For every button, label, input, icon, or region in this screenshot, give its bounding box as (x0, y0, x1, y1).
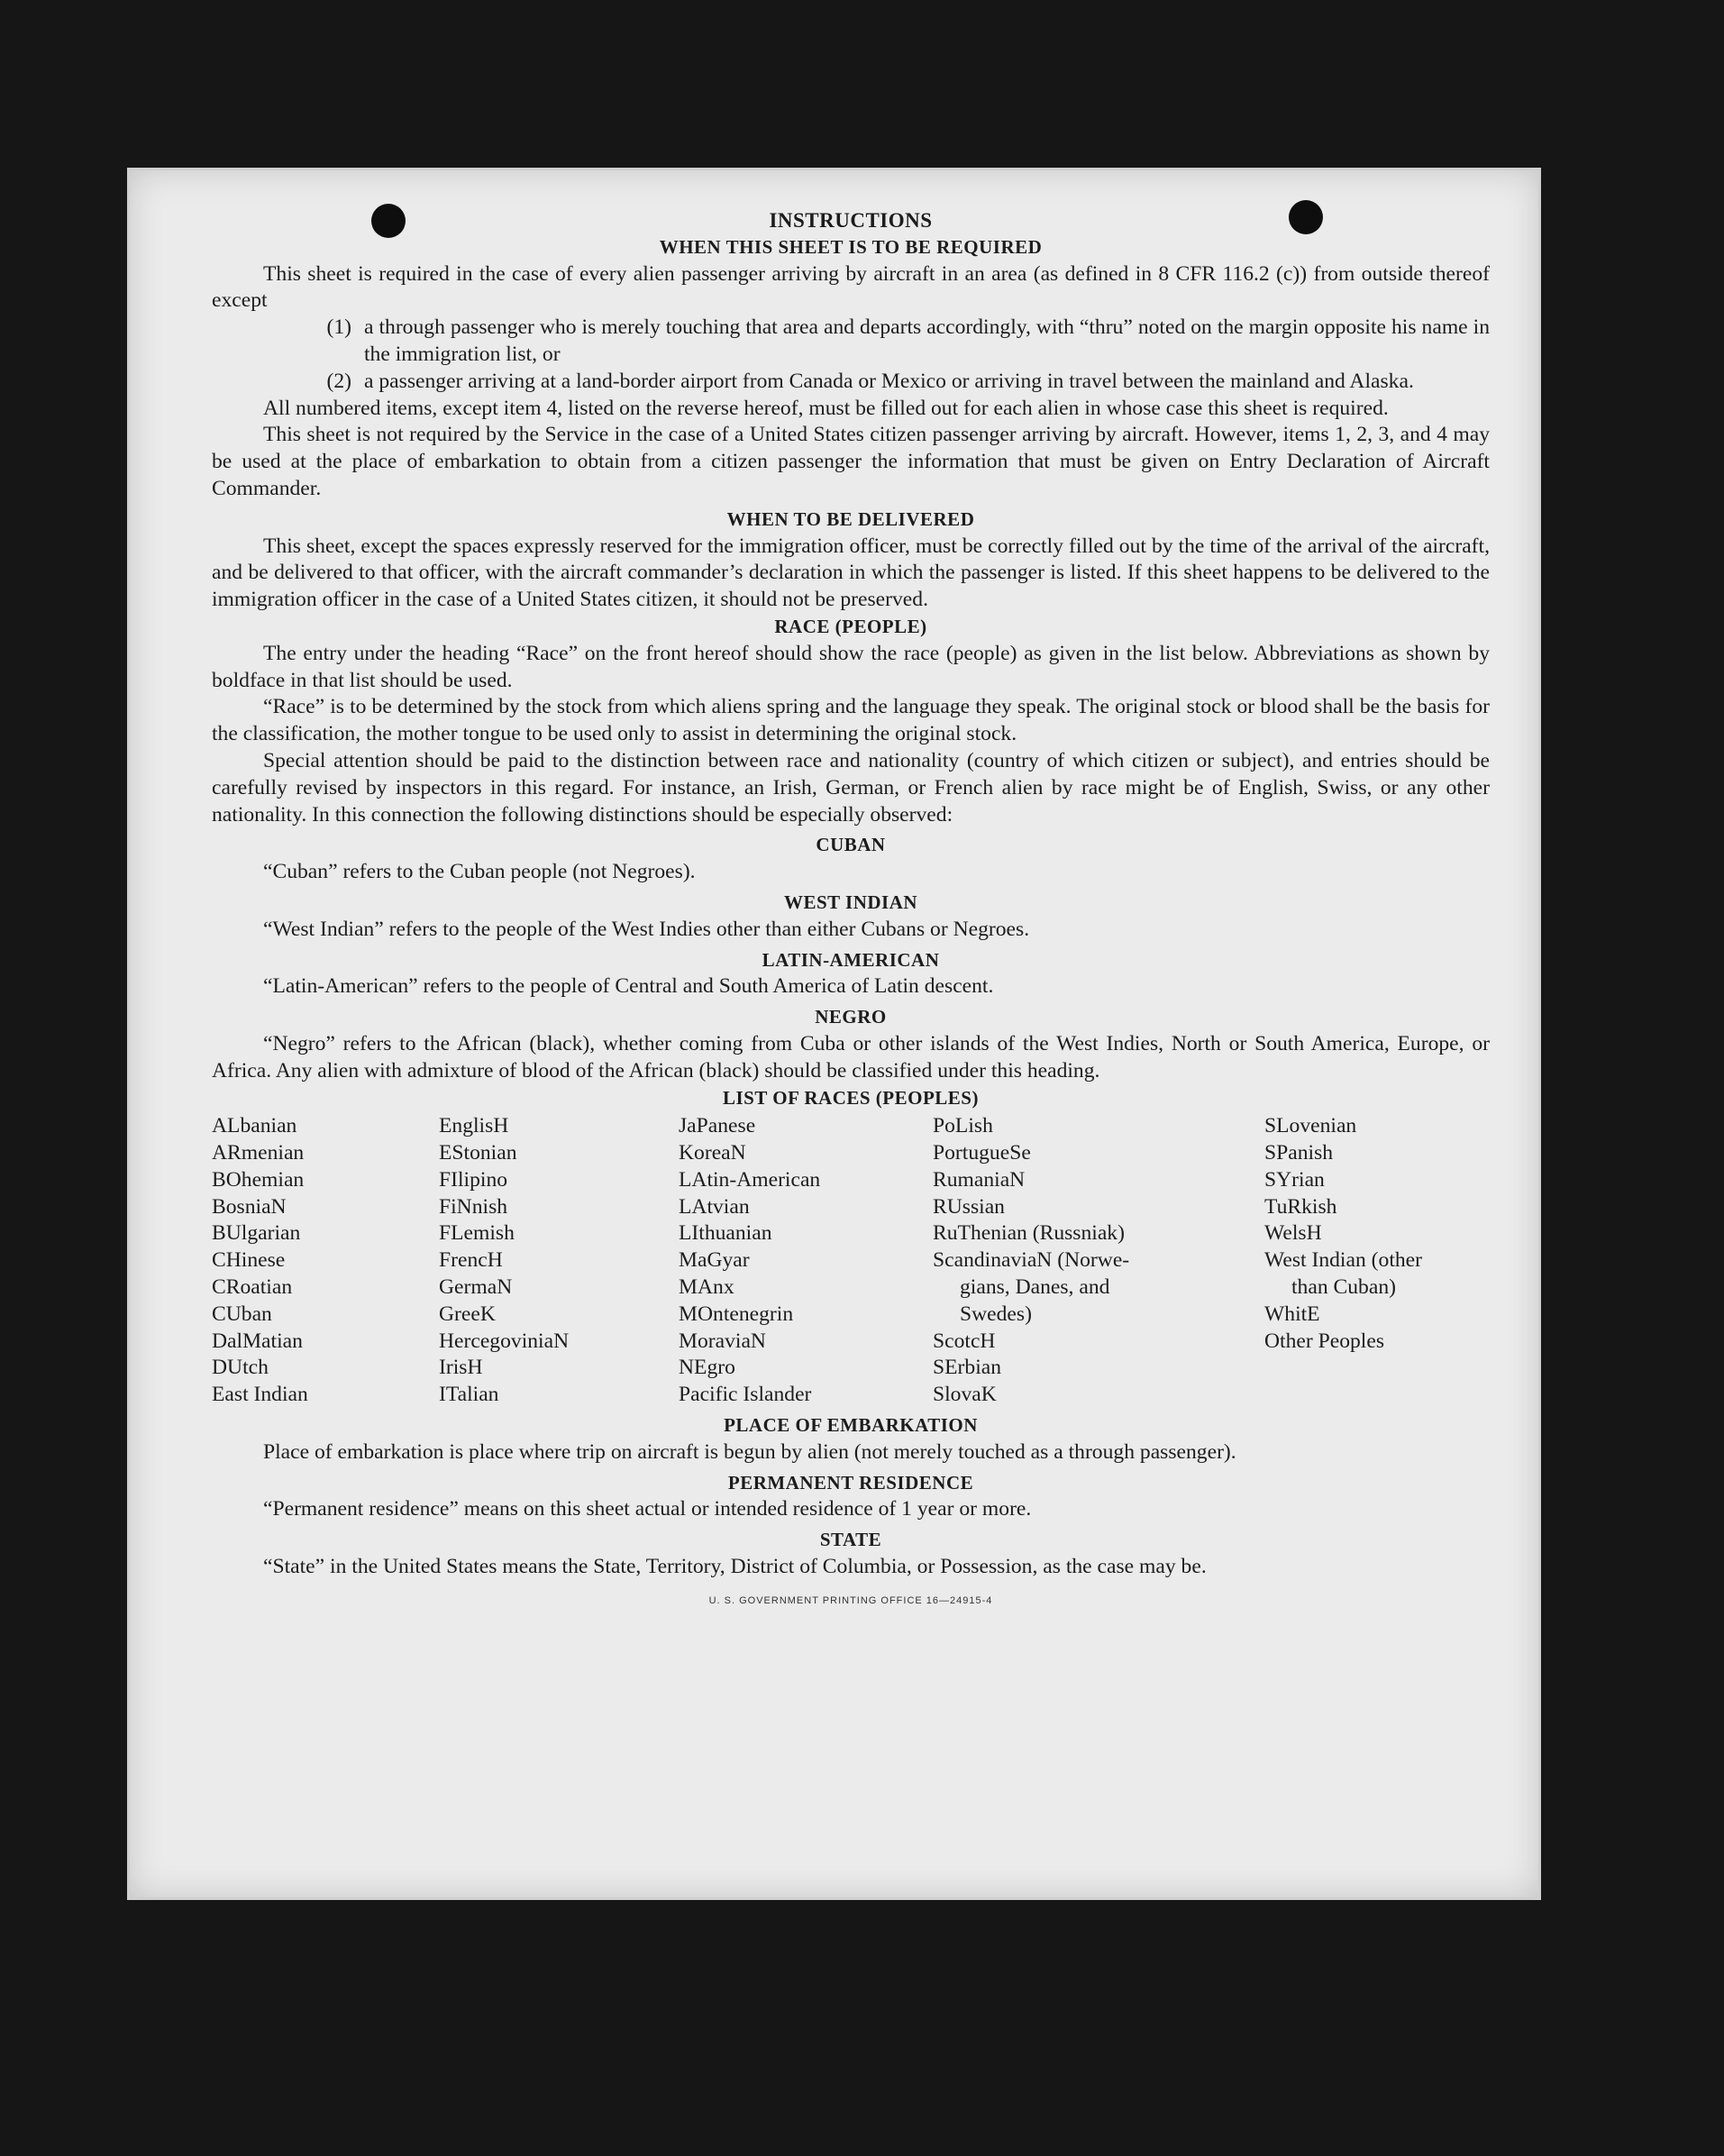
race-entry: NEgro (679, 1356, 735, 1380)
race-entry: MOntenegrin (679, 1302, 794, 1326)
race-entry: SYrian (1264, 1167, 1325, 1192)
race-entry: RUssian (933, 1194, 1005, 1219)
race-entry: Pacific Islander (679, 1383, 812, 1407)
race-entry: BUlgarian (212, 1221, 301, 1246)
race-entry: gians, Danes, and (960, 1275, 1110, 1300)
race-entry: CRoatian (212, 1275, 293, 1300)
race-entry: PoLish (933, 1114, 993, 1138)
race-entry: RuThenian (Russniak) (933, 1221, 1125, 1246)
races-column-4 (933, 1113, 1264, 1409)
list-item (212, 315, 1490, 369)
item-number: (1) (326, 315, 351, 340)
section-heading-latin-american: LATIN-AMERICAN (762, 948, 940, 971)
paragraph: “State” in the United States means the State, Territory, District of Columbia, or Possession, as the case may be. (263, 1555, 1207, 1579)
race-entry: Other Peoples (1264, 1329, 1385, 1353)
item-number: (2) (326, 369, 351, 393)
race-entry: RumaniaN (933, 1167, 1026, 1192)
race-entry: LAtvian (679, 1194, 750, 1219)
paragraph: This sheet is not required by the Service in the case of a United States citizen passenger arriving by aircraft. However, items 1, 2, 3, and 4 may be used at the place of embarkation to obtain from a citizen passenger the information that must be given on Entry Declaration of Aircraft Commander. (212, 423, 1490, 500)
race-entry: ALbanian (212, 1114, 297, 1138)
race-entry: HercegoviniaN (439, 1329, 570, 1353)
paragraph: “Negro” refers to the African (black), whether coming from Cuba or other islands of the West Indies, North or South America, Europe, or Africa. Any alien with admixture of blood of the African (black) should be classified under this heading. (212, 1031, 1490, 1083)
section-heading-when-delivered: WHEN TO BE DELIVERED (726, 507, 975, 530)
race-entry: SLovenian (1264, 1114, 1357, 1138)
race-entry: BosniaN (212, 1194, 287, 1219)
race-entry: PortugueSe (933, 1141, 1031, 1165)
races-column-5 (1264, 1113, 1490, 1409)
race-entry: GreeK (439, 1302, 496, 1326)
section-heading-cuban: CUBAN (816, 834, 886, 856)
race-entry: LAtin-American (679, 1167, 821, 1192)
race-entry: WelsH (1264, 1221, 1322, 1246)
race-entry: DUtch (212, 1356, 269, 1380)
paragraph: This sheet is required in the case of every alien passenger arriving by aircraft in an area (as defined in 8 CFR 116.2 (c)) from outside thereof except (212, 261, 1490, 313)
race-entry: DalMatian (212, 1329, 303, 1353)
document-sheet (127, 168, 1541, 1900)
race-entry: ITalian (439, 1383, 499, 1407)
paragraph: Place of embarkation is place where trip on aircraft is begun by alien (not merely touched as a through passenger). (263, 1439, 1236, 1464)
section-heading-residence: PERMANENT RESIDENCE (727, 1471, 974, 1494)
race-entry: MoraviaN (679, 1329, 766, 1353)
race-entry: IrisH (439, 1356, 483, 1380)
race-entry: MaGyar (679, 1248, 750, 1273)
race-entry: EnglisH (439, 1114, 509, 1138)
paragraph: “Permanent residence” means on this sheet actual or intended residence of 1 year or more. (263, 1497, 1032, 1521)
section-heading-embarkation: PLACE OF EMBARKATION (724, 1414, 978, 1437)
race-entry: BOhemian (212, 1167, 305, 1192)
page-title: INSTRUCTIONS (769, 209, 933, 232)
section-heading-race: RACE (PEOPLE) (774, 615, 927, 637)
race-entry: WhitE (1264, 1302, 1320, 1326)
races-column-3 (679, 1113, 933, 1409)
paragraph: “Race” is to be determined by the stock from which aliens spring and the language they speak. The original stock or blood shall be the basis for the classification, the mother tongue to be used only to assist in determining the original stock. (212, 695, 1490, 746)
race-entry: West Indian (other (1264, 1248, 1422, 1273)
race-entry: than Cuban) (1291, 1275, 1396, 1300)
race-entry: FiNnish (439, 1194, 508, 1219)
item-text: a through passenger who is merely touching that area and departs accordingly, with “thru” noted on the margin opposite his name in the immigration list, or (364, 315, 1490, 366)
paragraph: “Latin-American” refers to the people of Central and South America of Latin descent. (263, 974, 994, 999)
race-entry: KoreaN (679, 1141, 746, 1165)
race-entry: Swedes) (960, 1302, 1032, 1326)
race-entry: FrencH (439, 1248, 503, 1273)
paragraph: This sheet, except the spaces expressly reserved for the immigration officer, must be correctly filled out by the time of the arrival of the aircraft, and be delivered to that officer, with the aircraft commander’s declaration in which the passenger is listed. If this sheet happens to be delivered to the immigration officer in the case of a United States citizen, it should not be preserved. (212, 534, 1490, 612)
paragraph: “West Indian” refers to the people of the West Indies other than either Cubans or Negroes. (263, 917, 1030, 941)
paragraph: “Cuban” refers to the Cuban people (not Negroes). (263, 860, 696, 884)
race-entry: CUban (212, 1302, 272, 1326)
paragraph: All numbered items, except item 4, listed on the reverse hereof, must be filled out for each alien in whose case this sheet is required. (263, 396, 1389, 420)
races-column-1 (212, 1113, 439, 1409)
race-entry: ScotcH (933, 1329, 996, 1353)
race-entry: ScandinaviaN (Norwe- (933, 1248, 1130, 1273)
races-column-2 (439, 1113, 679, 1409)
paragraph: Special attention should be paid to the distinction between race and nationality (country of which citizen or subject), and entries should be carefully revised by inspectors in this regard. For instance, an Irish, German, or French alien by race might be of English, Swiss, or any other nationality. In this connection the following distinctions should be especially observed: (212, 748, 1490, 827)
race-entry: GermaN (439, 1275, 513, 1300)
race-entry: LIthuanian (679, 1221, 772, 1246)
race-entry: ARmenian (212, 1141, 305, 1165)
instructions-content (212, 207, 1490, 1615)
race-entry: JaPanese (679, 1114, 756, 1138)
race-entry: MAnx (679, 1275, 734, 1300)
section-heading-state: STATE (819, 1529, 882, 1551)
section-heading-list-of-races: LIST OF RACES (PEOPLES) (723, 1086, 979, 1109)
race-entry: TuRkish (1264, 1194, 1337, 1219)
race-entry: SPanish (1264, 1141, 1334, 1165)
race-entry: EStonian (439, 1141, 517, 1165)
race-entry: FIlipino (439, 1167, 508, 1192)
section-heading-negro: NEGRO (815, 1006, 887, 1028)
section-heading-west-indian: WEST INDIAN (783, 891, 918, 913)
race-entry: CHinese (212, 1248, 286, 1273)
printing-office-footer: U. S. GOVERNMENT PRINTING OFFICE 16—24915-4 (708, 1594, 993, 1606)
race-entry: FLemish (439, 1221, 515, 1246)
item-text: a passenger arriving at a land-border airport from Canada or Mexico or arriving in travel between the mainland and Alaska. (364, 369, 1414, 393)
races-list (212, 1113, 1490, 1409)
list-item (212, 369, 1490, 396)
section-heading-when-required: WHEN THIS SHEET IS TO BE REQUIRED (659, 235, 1043, 258)
race-entry: SErbian (933, 1356, 1002, 1380)
race-entry: SlovaK (933, 1383, 997, 1407)
paragraph: The entry under the heading “Race” on the front hereof should show the race (people) as given in the list below. Abbreviations as shown by boldface in that list should be used. (212, 641, 1490, 692)
race-entry: East Indian (212, 1383, 308, 1407)
